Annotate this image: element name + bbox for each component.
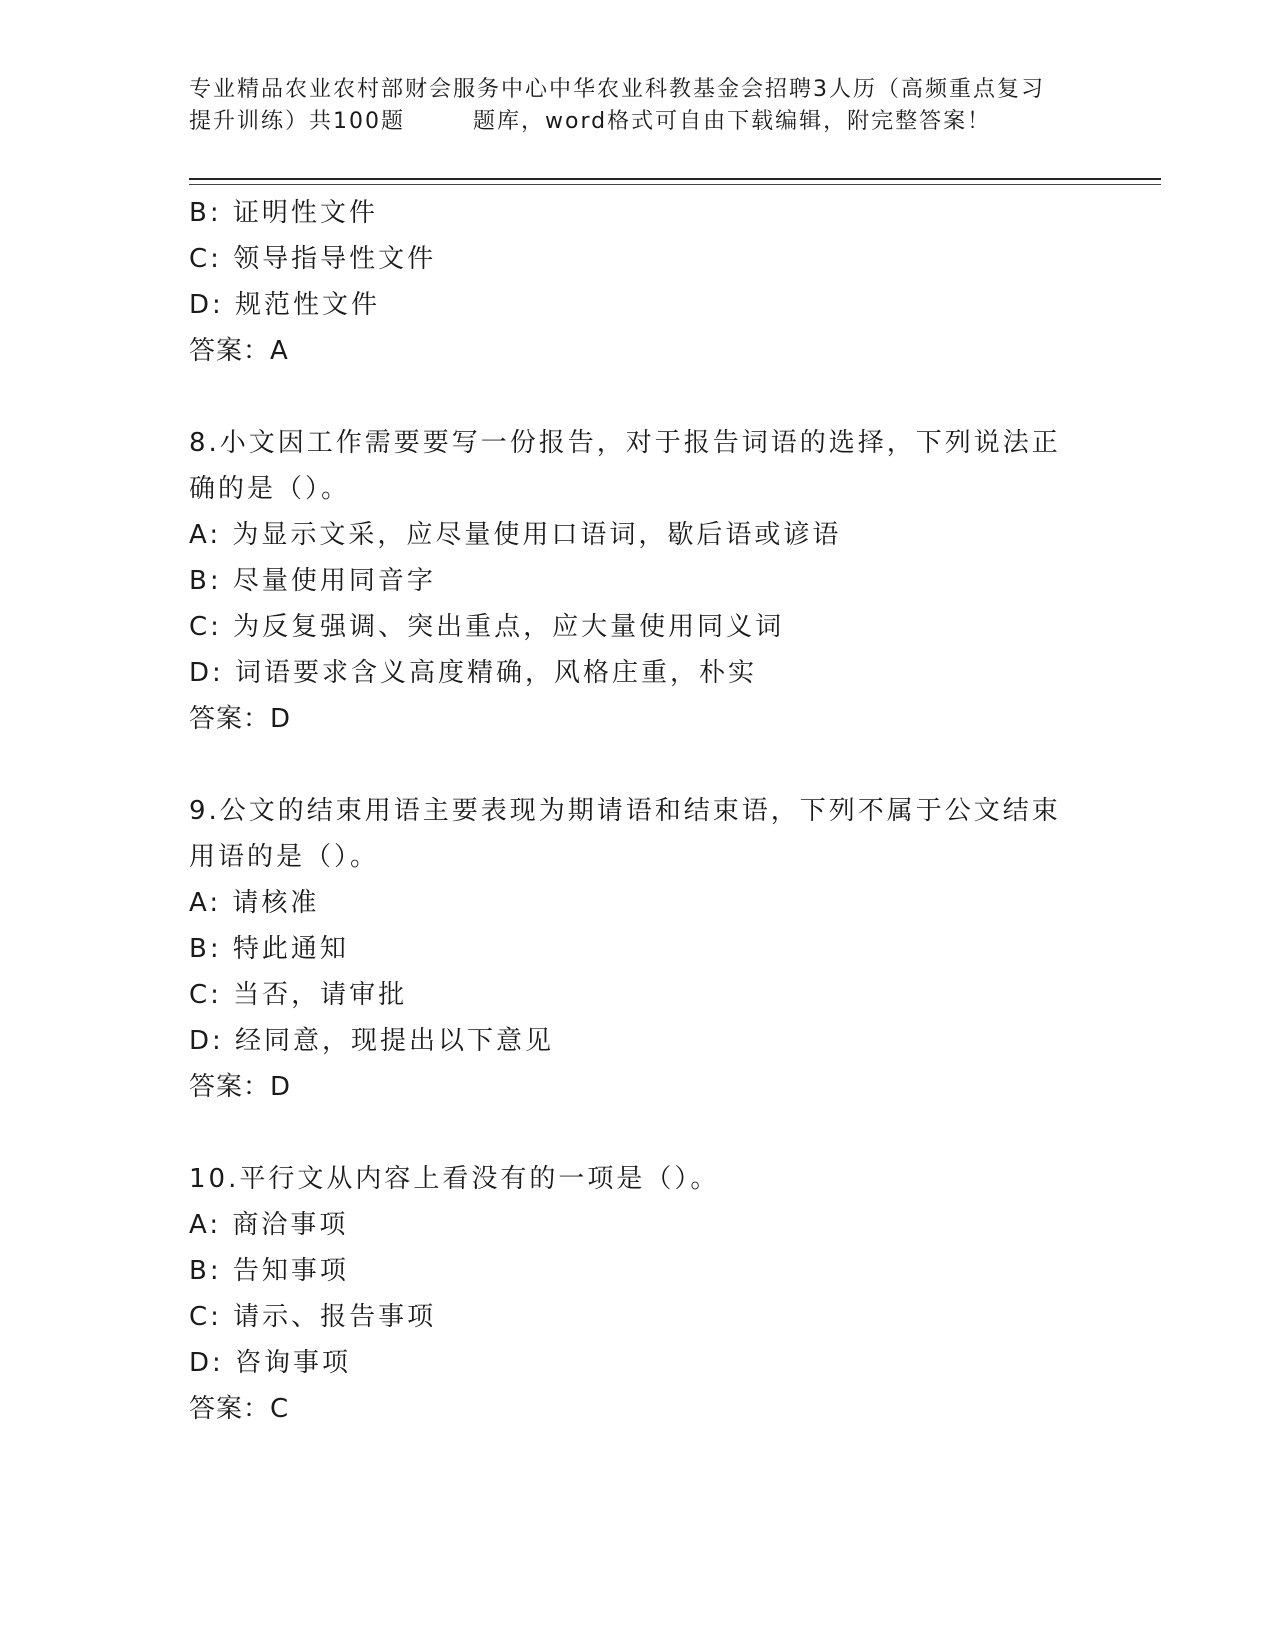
question-stem-line-1: 8.小文因工作需要要写一份报告，对于报告词语的选择，下列说法正	[189, 428, 1061, 458]
option-c: C: 领导指导性文件	[189, 244, 437, 274]
option-b: B: 证明性文件	[189, 198, 378, 228]
header-line-1: 专业精品农业农村部财会服务中心中华农业科教基金会招聘3人历（高频重点复习	[189, 77, 1045, 102]
option-c: C: 为反复强调、突出重点，应大量使用同义词	[189, 612, 785, 642]
question-stem-line-1: 9.公文的结束用语主要表现为期请语和结束语，下列不属于公文结束	[189, 796, 1061, 826]
option-d: D: 词语要求含义高度精确，风格庄重，朴实	[189, 658, 758, 688]
option-d: D: 经同意，现提出以下意见	[189, 1026, 555, 1056]
document-header	[189, 74, 1089, 138]
option-b: B: 尽量使用同音字	[189, 566, 436, 596]
option-d: D: 规范性文件	[189, 290, 381, 320]
option-c: C: 当否，请审批	[189, 980, 408, 1010]
header-line-2-part-b: 题库，word格式可自由下载编辑，附完整答案！	[473, 109, 992, 134]
answer-line: 答案：A	[189, 336, 289, 366]
option-c: C: 请示、报告事项	[189, 1302, 437, 1332]
answer-line: 答案：C	[189, 1394, 290, 1424]
header-line-2	[189, 106, 1089, 138]
option-a: A: 为显示文采，应尽量使用口语词，歇后语或谚语	[189, 520, 842, 550]
question-stem-line-2: 用语的是（）。	[189, 842, 380, 872]
question-stem-line-1: 10.平行文从内容上看没有的一项是（）。	[189, 1164, 720, 1194]
option-b: B: 特此通知	[189, 934, 349, 964]
option-d: D: 咨询事项	[189, 1348, 352, 1378]
option-b: B: 告知事项	[189, 1256, 349, 1286]
question-stem-line-2: 确的是（）。	[189, 474, 351, 504]
header-line-2-part-a: 提升训练）共100题	[189, 109, 405, 134]
document-body	[189, 190, 1089, 1432]
question-block-8	[189, 420, 1089, 742]
option-a: A: 请核准	[189, 888, 320, 918]
option-a: A: 商洽事项	[189, 1210, 349, 1240]
header-divider-thin	[189, 184, 1161, 185]
question-block-9	[189, 788, 1089, 1110]
answer-line: 答案：D	[189, 1072, 292, 1102]
header-divider-thick	[189, 178, 1161, 180]
answer-line: 答案：D	[189, 704, 292, 734]
question-block-10	[189, 1156, 1089, 1432]
question-block-prev	[189, 190, 1089, 374]
